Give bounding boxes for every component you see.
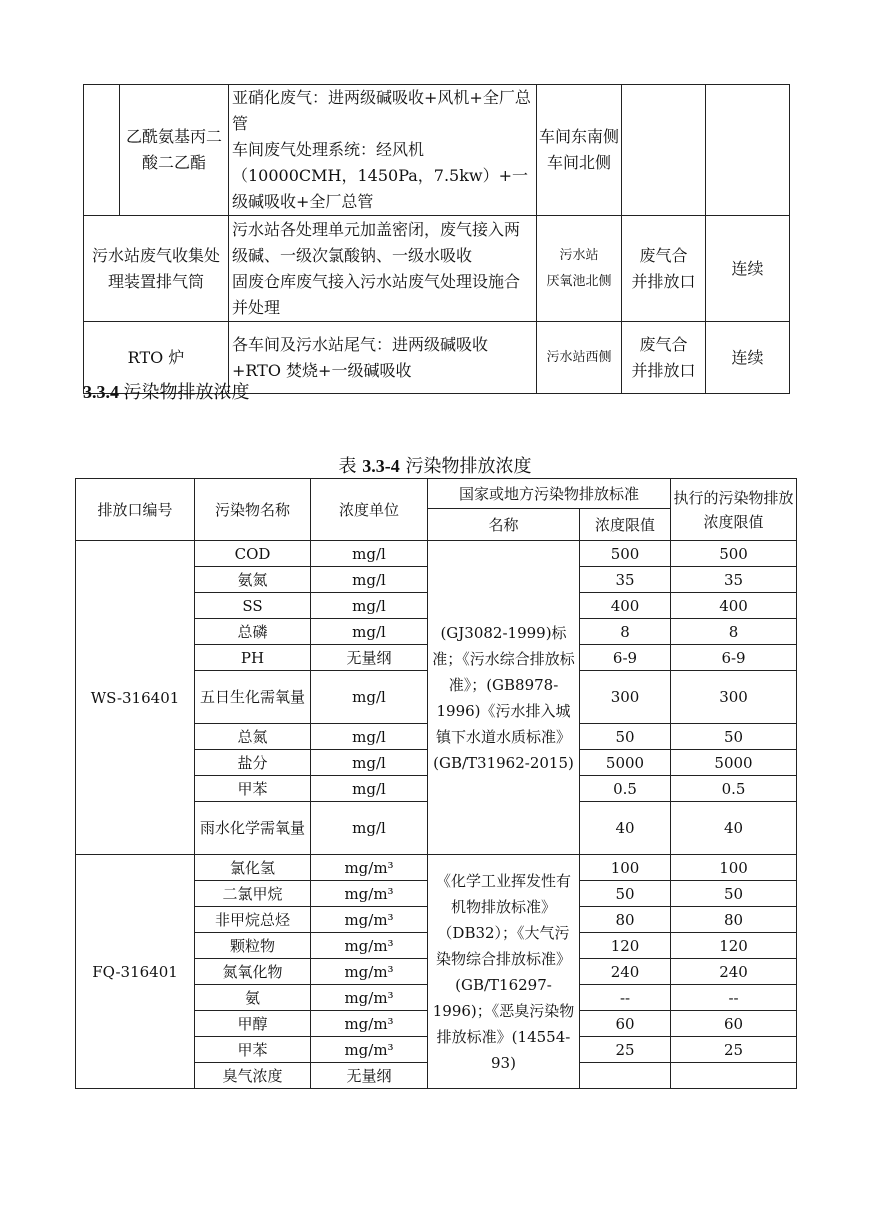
- executed-limit: 0.5: [671, 776, 797, 802]
- pollutant-name: 氮氧化物: [195, 959, 311, 985]
- executed-limit: 100: [671, 855, 797, 881]
- standard-limit: 60: [580, 1011, 671, 1037]
- standard-limit: 5000: [580, 750, 671, 776]
- concentration-unit: mg/m³: [311, 855, 428, 881]
- concentration-unit: mg/m³: [311, 881, 428, 907]
- executed-limit: --: [671, 985, 797, 1011]
- concentration-unit: mg/l: [311, 567, 428, 593]
- measure-line: 各车间及污水站尾气：进两级碱吸收+RTO 焚烧+一级碱吸收: [232, 334, 489, 380]
- header-standard-group: 国家或地方污染物排放标准: [428, 479, 671, 509]
- pollutant-name: PH: [195, 645, 311, 671]
- source-name: 乙酰氨基丙二酸二乙酯: [120, 85, 229, 216]
- section-title: 污染物排放浓度: [123, 382, 250, 403]
- table-row: [76, 855, 797, 881]
- standard-limit: 0.5: [580, 776, 671, 802]
- concentration-unit: 无量纲: [311, 1063, 428, 1089]
- table-row: [76, 541, 797, 567]
- executed-limit: 120: [671, 933, 797, 959]
- standard-limit: 6-9: [580, 645, 671, 671]
- waste-gas-section: [76, 855, 797, 1089]
- table-caption: [0, 452, 870, 478]
- standard-limit: 40: [580, 802, 671, 855]
- outlet-type: 废气合 并排放口: [622, 322, 706, 394]
- measure-line: 污水站各处理单元加盖密闭，废气接入两级碱、一级次氯酸钠、一级水吸收: [232, 219, 521, 265]
- standard-limit: 120: [580, 933, 671, 959]
- executed-limit: 300: [671, 671, 797, 724]
- standard-limit: 240: [580, 959, 671, 985]
- standard-limit: 50: [580, 881, 671, 907]
- treatment-measures: [229, 216, 537, 322]
- executed-limit: 8: [671, 619, 797, 645]
- source-name: 污水站废气收集处理装置排气筒: [84, 216, 229, 322]
- concentration-unit: mg/m³: [311, 1037, 428, 1063]
- caption-prefix: 表: [338, 456, 357, 477]
- concentration-unit: mg/m³: [311, 933, 428, 959]
- concentration-unit: mg/l: [311, 671, 428, 724]
- standard-limit: 400: [580, 593, 671, 619]
- location: 污水站 厌氧池北侧: [537, 216, 622, 322]
- executed-limit: 50: [671, 881, 797, 907]
- standard-limit: 500: [580, 541, 671, 567]
- concentration-unit: mg/m³: [311, 907, 428, 933]
- executed-limit: 35: [671, 567, 797, 593]
- source-name: RTO 炉: [84, 322, 229, 394]
- standard-limit: 80: [580, 907, 671, 933]
- pollutant-name: 总氮: [195, 724, 311, 750]
- pollutant-name: COD: [195, 541, 311, 567]
- executed-limit: 6-9: [671, 645, 797, 671]
- outlet-id: WS-316401: [76, 541, 195, 855]
- wastewater-section: [76, 541, 797, 855]
- section-number: 3.3.4: [83, 382, 119, 402]
- standard-limit: 8: [580, 619, 671, 645]
- pollutant-name: 甲苯: [195, 1037, 311, 1063]
- standard-name: 《化学工业挥发性有机物排放标准》（DB32）；《大气污染物综合排放标准》(GB/T16297-1996)；《恶臭污染物排放标准》(14554-93): [428, 855, 580, 1089]
- section-heading: [83, 378, 250, 404]
- measure-line: 车间废气处理系统：经风机（10000CMH，1450Pa，7.5kw）+一级碱吸收+全厂总管: [232, 140, 529, 211]
- concentration-unit: mg/m³: [311, 1011, 428, 1037]
- header-exec-limit: 执行的污染物排放浓度限值: [671, 479, 797, 541]
- standard-limit: 50: [580, 724, 671, 750]
- executed-limit: 80: [671, 907, 797, 933]
- header-pollutant: 污染物名称: [195, 479, 311, 541]
- concentration-unit: 无量纲: [311, 645, 428, 671]
- pollutant-name: 氨氮: [195, 567, 311, 593]
- pollutant-name: 臭气浓度: [195, 1063, 311, 1089]
- caption-title: 污染物排放浓度: [405, 456, 532, 477]
- executed-limit: 60: [671, 1011, 797, 1037]
- pollutant-name: 盐分: [195, 750, 311, 776]
- pollutant-name: SS: [195, 593, 311, 619]
- standard-limit: --: [580, 985, 671, 1011]
- executed-limit: 240: [671, 959, 797, 985]
- header-std-limit: 浓度限值: [580, 509, 671, 541]
- standard-limit: 35: [580, 567, 671, 593]
- executed-limit: 5000: [671, 750, 797, 776]
- pollutant-name: 二氯甲烷: [195, 881, 311, 907]
- concentration-unit: mg/l: [311, 750, 428, 776]
- standard-limit: 100: [580, 855, 671, 881]
- blank-cell: [84, 85, 120, 216]
- caption-number: 3.3-4: [362, 456, 400, 476]
- emission-concentration-table: [75, 478, 797, 1089]
- concentration-unit: mg/l: [311, 593, 428, 619]
- outlet-type: 废气合 并排放口: [622, 216, 706, 322]
- executed-limit: 500: [671, 541, 797, 567]
- table-row: [84, 216, 790, 322]
- standard-limit: [580, 1063, 671, 1089]
- measure-line: 亚硝化废气：进两级碱吸收+风机+全厂总管: [232, 88, 531, 133]
- header-row: [76, 479, 797, 509]
- concentration-unit: mg/l: [311, 802, 428, 855]
- discharge-mode: [706, 85, 790, 216]
- concentration-unit: mg/m³: [311, 985, 428, 1011]
- exhaust-treatment-table: [83, 84, 790, 394]
- executed-limit: 40: [671, 802, 797, 855]
- concentration-unit: mg/l: [311, 776, 428, 802]
- header-unit: 浓度单位: [311, 479, 428, 541]
- concentration-unit: mg/m³: [311, 959, 428, 985]
- table-row: [84, 85, 790, 216]
- standard-limit: 25: [580, 1037, 671, 1063]
- pollutant-name: 总磷: [195, 619, 311, 645]
- executed-limit: 50: [671, 724, 797, 750]
- executed-limit: 25: [671, 1037, 797, 1063]
- location: 车间东南侧 车间北侧: [537, 85, 622, 216]
- pollutant-name: 氯化氢: [195, 855, 311, 881]
- outlet-id: FQ-316401: [76, 855, 195, 1089]
- concentration-unit: mg/l: [311, 724, 428, 750]
- standard-name: (GJ3082-1999)标准；《污水综合排放标准》；(GB8978-1996)《污水排入城镇下水道水质标准》(GB/T31962-2015): [428, 541, 580, 855]
- executed-limit: [671, 1063, 797, 1089]
- treatment-measures: [229, 85, 537, 216]
- concentration-unit: mg/l: [311, 619, 428, 645]
- pollutant-name: 雨水化学需氧量: [195, 802, 311, 855]
- outlet-type: [622, 85, 706, 216]
- discharge-mode: 连续: [706, 322, 790, 394]
- pollutant-name: 氨: [195, 985, 311, 1011]
- treatment-measures: [229, 322, 537, 394]
- pollutant-name: 非甲烷总烃: [195, 907, 311, 933]
- standard-limit: 300: [580, 671, 671, 724]
- header-outlet: 排放口编号: [76, 479, 195, 541]
- measure-line: 固废仓库废气接入污水站废气处理设施合并处理: [232, 271, 521, 317]
- pollutant-name: 甲醇: [195, 1011, 311, 1037]
- location: 污水站西侧: [537, 322, 622, 394]
- concentration-unit: mg/l: [311, 541, 428, 567]
- discharge-mode: 连续: [706, 216, 790, 322]
- pollutant-name: 甲苯: [195, 776, 311, 802]
- pollutant-name: 颗粒物: [195, 933, 311, 959]
- pollutant-name: 五日生化需氧量: [195, 671, 311, 724]
- header-std-name: 名称: [428, 509, 580, 541]
- executed-limit: 400: [671, 593, 797, 619]
